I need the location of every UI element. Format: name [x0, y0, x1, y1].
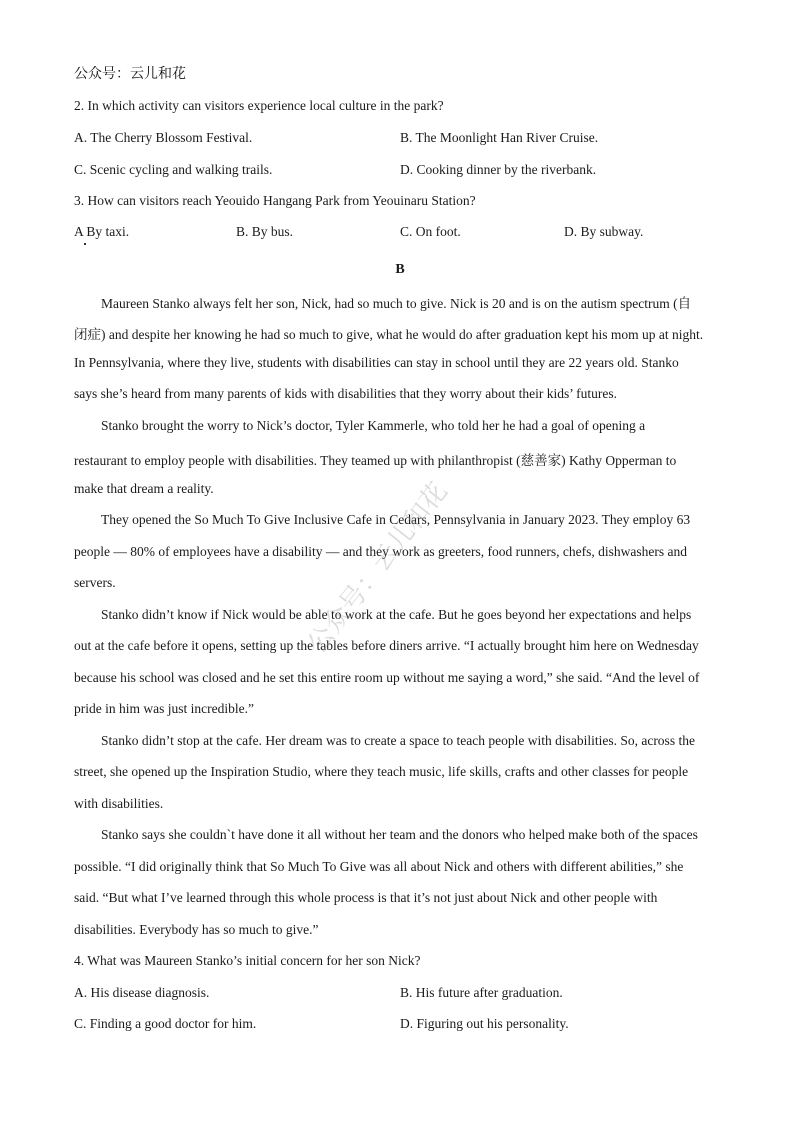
question-3-stem: 3. How can visitors reach Yeouido Hangang Park from Yeouinaru Station? — [74, 193, 476, 208]
section-b-title: B — [395, 262, 405, 277]
account-header: 公众号：云儿和花 — [74, 66, 186, 82]
passage-line: because his school was closed and he set this entire room up without me saying a word,” she said. “And the level of — [74, 670, 700, 685]
passage-line: 闭症) and despite her knowing he had so much to give, what he would do after graduation kept his mom up at night. — [74, 327, 704, 342]
question-3-option-d: D. By subway. — [564, 224, 644, 239]
question-4-option-a: A. His disease diagnosis. — [74, 985, 210, 1000]
passage-line: pride in him was just incredible.” — [74, 701, 254, 716]
passage-line: Stanko says she couldn`t have done it all without her team and the donors who helped make both of the spaces — [101, 827, 698, 842]
passage-line: with disabilities. — [74, 796, 164, 811]
passage-line: out at the cafe before it opens, setting up the tables before diners arrive. “I actually brought him here on Wednesday — [74, 638, 699, 653]
passage-line: Stanko brought the worry to Nick’s doctor, Tyler Kammerle, who told her he had a goal of opening a — [101, 418, 646, 433]
question-2-option-c: C. Scenic cycling and walking trails. — [74, 162, 273, 177]
passage-line: people — 80% of employees have a disability — and they work as greeters, food runners, chefs, dishwashers and — [74, 544, 687, 559]
passage-line: said. “But what I’ve learned through this whole process is that it’s not just about Nick and other people with — [74, 890, 658, 905]
question-3-option-b: B. By bus. — [236, 224, 294, 239]
passage-line: make that dream a reality. — [74, 481, 214, 496]
watermark-text: 公众号：云儿和花 — [301, 476, 454, 660]
passage-line: servers. — [74, 575, 116, 590]
question-2-option-d: D. Cooking dinner by the riverbank. — [400, 162, 597, 177]
passage-line: possible. “I did originally think that So Much To Give was all about Nick and others with different abilities,” she — [74, 859, 684, 874]
passage-line: says she’s heard from many parents of kids with disabilities that they worry about their kids’ futures. — [74, 386, 618, 401]
passage-line: Stanko didn’t know if Nick would be able to work at the cafe. But he goes beyond her expectations and helps — [101, 607, 692, 622]
passage-line: They opened the So Much To Give Inclusive Cafe in Cedars, Pennsylvania in January 2023. They employ 63 — [101, 512, 691, 527]
question-4-option-c: C. Finding a good doctor for him. — [74, 1016, 257, 1031]
passage-line: restaurant to employ people with disabilities. They teamed up with philanthropist (慈善家) Kathy Opperman to — [74, 453, 677, 468]
question-2-option-b: B. The Moonlight Han River Cruise. — [400, 130, 599, 145]
question-2-stem: 2. In which activity can visitors experience local culture in the park? — [74, 98, 444, 113]
stray-dot — [84, 243, 86, 245]
passage-line: disabilities. Everybody has so much to give.” — [74, 922, 319, 937]
question-3-option-c: C. On foot. — [400, 224, 461, 239]
passage-line: Stanko didn’t stop at the cafe. Her dream was to create a space to teach people with disabilities. So, across the — [101, 733, 695, 748]
question-2-option-a: A. The Cherry Blossom Festival. — [74, 130, 253, 145]
passage-line: Maureen Stanko always felt her son, Nick, had so much to give. Nick is 20 and is on the autism spectrum (自 — [101, 296, 692, 311]
question-4-option-d: D. Figuring out his personality. — [400, 1016, 569, 1031]
question-4-stem: 4. What was Maureen Stanko’s initial concern for her son Nick? — [74, 953, 421, 968]
question-3-option-a: A By taxi. — [74, 224, 130, 239]
passage-line: In Pennsylvania, where they live, students with disabilities can stay in school until they are 22 years old. Stanko — [74, 355, 679, 370]
passage-line: street, she opened up the Inspiration Studio, where they teach music, life skills, crafts and other classes for people — [74, 764, 689, 779]
question-4-option-b: B. His future after graduation. — [400, 985, 563, 1000]
